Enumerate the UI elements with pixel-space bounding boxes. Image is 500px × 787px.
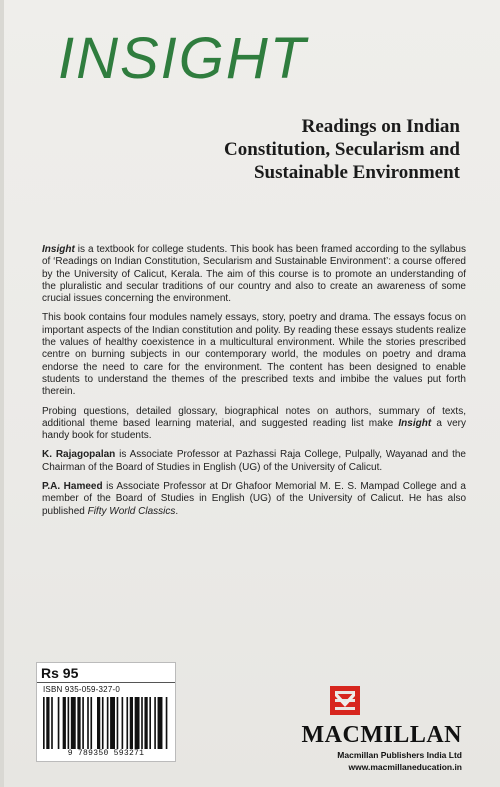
barcode-label xyxy=(36,662,176,762)
other-book-title: Fifty World Classics xyxy=(87,505,176,517)
book-name-emphasis: Insight xyxy=(398,417,432,429)
publisher-line: Macmillan Publishers India Ltd xyxy=(337,750,462,760)
isbn: ISBN 935-059-327-0 xyxy=(43,685,120,694)
bio-end: . xyxy=(175,505,179,517)
blurb-paragraph-modules: This book contains four modules namely essays, story, poetry and drama. The essays focus on important aspects of the Indian constitution and polity. By reading these essays students realize the values of healthy coexistence in a multicultural environment. While the stories prescribed centre on burning subjects in our contemporary world, the modules on poetry and drama endorse the need to care for the environment. The content has been designed to enable students to understand the themes of the prescribed texts and imbibe the values put forth therein. xyxy=(42,312,466,398)
book-title: INSIGHT xyxy=(58,26,308,91)
author-bio-rajagopalan xyxy=(42,449,466,474)
blurb-paragraph-features xyxy=(42,406,466,443)
blurb-paragraph-intro xyxy=(42,244,466,305)
blurb xyxy=(42,244,466,525)
author-bio-text: is Associate Professor at Pazhassi Raja College, Pulpally, Wayanad and the Chairman of the Board of Studies in English (UG) of the University of Calicut. xyxy=(42,449,466,473)
subtitle-line: Constitution, Secularism and xyxy=(224,139,460,160)
subtitle-line: Readings on Indian xyxy=(301,116,460,137)
publisher-website: www.macmillaneducation.in xyxy=(348,762,462,772)
subtitle-line: Sustainable Environment xyxy=(253,162,460,183)
intro-text: is a textbook for college students. This book has been framed according to the syllabus of ‘Readings on Indian Constitution, Secularism and Sustainable Environment’: a course offered by the University of Calicut, Kerala. The aim of this course is to promote an understanding of the pluralistic and secular traditions of our country and also to create an awareness of some crucial issues concerning the environment. xyxy=(42,244,466,305)
author-bio-hameed xyxy=(42,481,466,518)
price: Rs 95 xyxy=(41,665,79,681)
barcode-icon xyxy=(43,697,169,749)
divider xyxy=(37,682,175,683)
spine-edge xyxy=(0,0,4,787)
macmillan-logo-icon xyxy=(328,682,362,720)
features-text-end: a very handy book for students. xyxy=(42,417,466,442)
barcode-digits: 9 789350 593271 xyxy=(67,749,145,758)
author-bio-text: is Associate Professor at Dr Ghafoor Memorial M. E. S. Mampad College and a member of the Board of Studies in English (UG) of the University of Calicut. He has also published xyxy=(42,481,466,517)
book-name-emphasis: Insight xyxy=(42,244,75,255)
book-subtitle xyxy=(120,115,460,184)
author-name: P.A. Hameed xyxy=(42,481,103,493)
author-name: K. Rajagopalan xyxy=(42,449,116,461)
features-text: Probing questions, detailed glossary, biographical notes on authors, summary of texts, additional theme based learning material, and suggested reading list make xyxy=(42,405,466,429)
publisher-name: MACMILLAN xyxy=(301,722,462,748)
